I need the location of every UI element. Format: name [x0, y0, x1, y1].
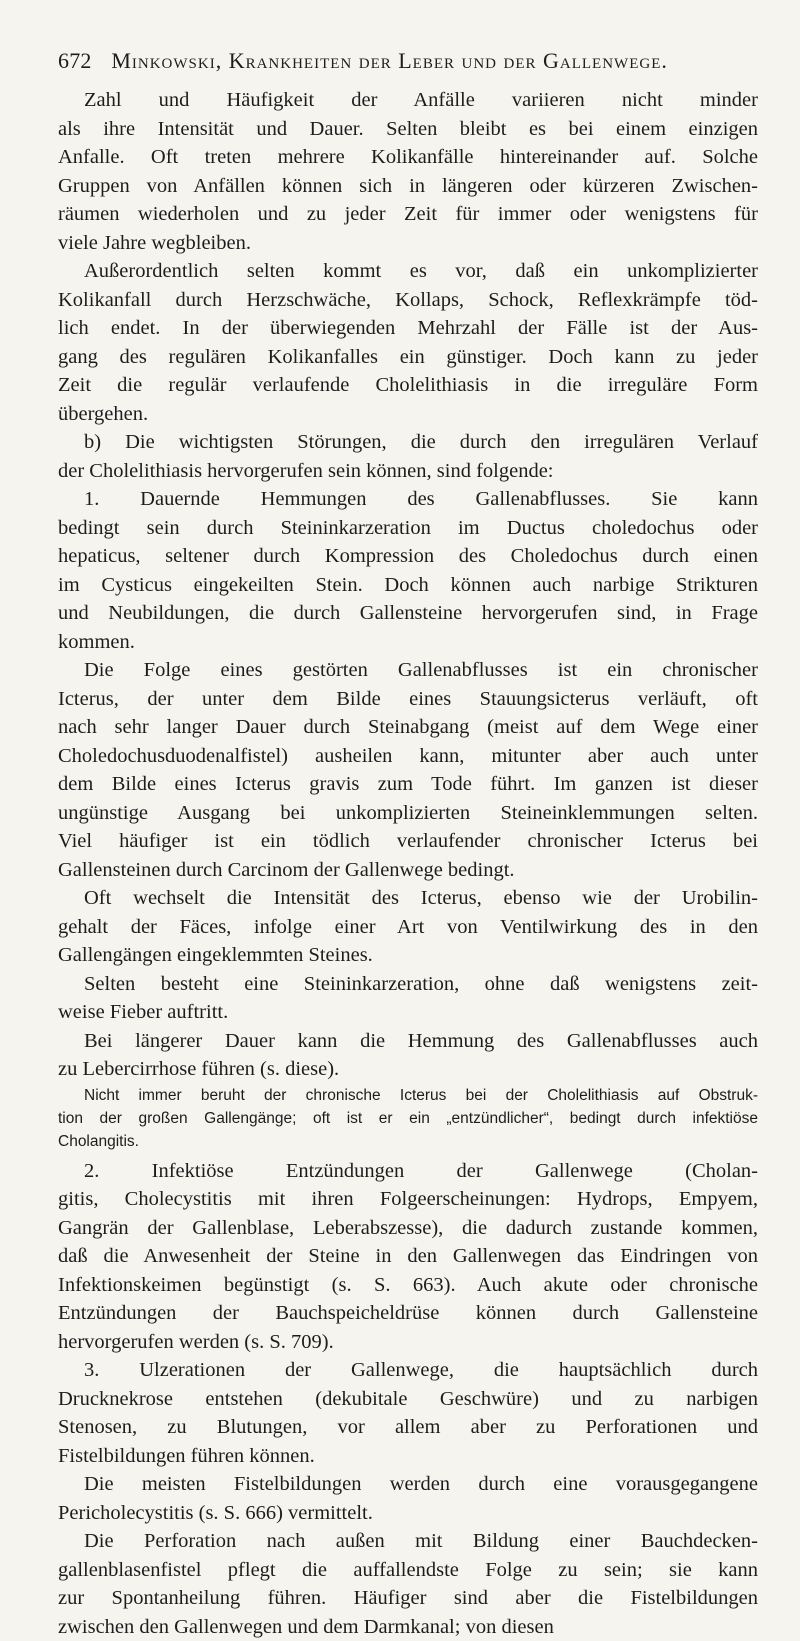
text-line: übergehen. — [58, 400, 758, 429]
text-line: ungünstige Ausgang bei unkomplizierten Steineinklemmungen selten. — [58, 799, 758, 828]
footnote-line: Cholangitis. — [58, 1130, 758, 1153]
footnote-line: Nicht immer beruht der chronische Icterus bei der Cholelithiasis auf Obstruk- — [58, 1084, 758, 1107]
text-line: hervorgerufen werden (s. S. 709). — [58, 1328, 758, 1357]
text-line: Gallensteinen durch Carcinom der Gallenwege bedingt. — [58, 856, 758, 885]
text-line: Außerordentlich selten kommt es vor, daß ein unkomplizierter — [58, 257, 758, 286]
text-line: Die meisten Fistelbildungen werden durch eine vorausgegangene — [58, 1470, 758, 1499]
text-line: Drucknekrose entstehen (dekubitale Geschwüre) und zu narbigen — [58, 1385, 758, 1414]
text-line: weise Fieber auftritt. — [58, 998, 758, 1027]
text-line: 3. Ulzerationen der Gallenwege, die hauptsächlich durch — [58, 1356, 758, 1385]
body-text — [58, 86, 758, 1641]
text-line: Pericholecystitis (s. S. 666) vermittelt. — [58, 1499, 758, 1528]
text-line: Die Folge eines gestörten Gallenabflusses ist ein chronischer — [58, 656, 758, 685]
text-line: bedingt sein durch Steininkarzeration im Ductus choledochus oder — [58, 514, 758, 543]
text-line: kommen. — [58, 628, 758, 657]
text-line: viele Jahre wegbleiben. — [58, 229, 758, 258]
text-line: zu Lebercirrhose führen (s. diese). — [58, 1055, 758, 1084]
text-line: gallenblasenfistel pflegt die auffallendste Folge zu sein; sie kann — [58, 1556, 758, 1585]
text-line: zur Spontanheilung führen. Häufiger sind aber die Fistelbildungen — [58, 1584, 758, 1613]
footnote-line: tion der großen Gallengänge; oft ist er ein „entzündlicher“, bedingt durch infektiöse — [58, 1107, 758, 1130]
text-line: b) Die wichtigsten Störungen, die durch den irregulären Verlauf — [58, 428, 758, 457]
text-line: Entzündungen der Bauchspeicheldrüse können durch Gallensteine — [58, 1299, 758, 1328]
text-line: Die Perforation nach außen mit Bildung einer Bauchdecken- — [58, 1527, 758, 1556]
text-line: räumen wiederholen und zu jeder Zeit für immer oder wenigstens für — [58, 200, 758, 229]
text-line: Zahl und Häufigkeit der Anfälle variieren nicht minder — [58, 86, 758, 115]
text-line: hepaticus, seltener durch Kompression des Choledochus durch einen — [58, 542, 758, 571]
text-line: dem Bilde eines Icterus gravis zum Tode führt. Im ganzen ist dieser — [58, 770, 758, 799]
text-line: daß die Anwesenheit der Steine in den Gallenwegen das Eindringen von — [58, 1242, 758, 1271]
text-line: und Neubildungen, die durch Gallensteine hervorgerufen sind, in Frage — [58, 599, 758, 628]
page-number: 672 — [58, 48, 92, 73]
text-line: zwischen den Gallenwegen und dem Darmkanal; von diesen — [58, 1613, 758, 1641]
text-line: Anfalle. Oft treten mehrere Kolikanfälle hintereinander auf. Solche — [58, 143, 758, 172]
text-line: Selten besteht eine Steininkarzeration, ohne daß wenigstens zeit- — [58, 970, 758, 999]
text-line: Stenosen, zu Blutungen, vor allem aber zu Perforationen und — [58, 1413, 758, 1442]
text-line: gehalt der Fäces, infolge einer Art von Ventilwirkung des in den — [58, 913, 758, 942]
text-line: Gruppen von Anfällen können sich in längeren oder kürzeren Zwischen- — [58, 172, 758, 201]
page-header — [58, 48, 758, 74]
text-line: gitis, Cholecystitis mit ihren Folgeerscheinungen: Hydrops, Empyem, — [58, 1185, 758, 1214]
running-title: Minkowski, Krankheiten der Leber und der Gallenwege. — [111, 48, 668, 73]
text-line: gang des regulären Kolikanfalles ein günstiger. Doch kann zu jeder — [58, 343, 758, 372]
text-line: der Cholelithiasis hervorgerufen sein können, sind folgende: — [58, 457, 758, 486]
text-line: Gallengängen eingeklemmten Steines. — [58, 941, 758, 970]
text-line: Fistelbildungen führen können. — [58, 1442, 758, 1471]
text-line: lich endet. In der überwiegenden Mehrzahl der Fälle ist der Aus- — [58, 314, 758, 343]
text-line: Oft wechselt die Intensität des Icterus, ebenso wie der Urobilin- — [58, 884, 758, 913]
text-line: Viel häufiger ist ein tödlich verlaufender chronischer Icterus bei — [58, 827, 758, 856]
text-line: Icterus, der unter dem Bilde eines Stauungsicterus verläuft, oft — [58, 685, 758, 714]
text-line: Infektionskeimen begünstigt (s. S. 663). Auch akute oder chronische — [58, 1271, 758, 1300]
text-line: nach sehr langer Dauer durch Steinabgang (meist auf dem Wege einer — [58, 713, 758, 742]
text-line: im Cysticus eingekeilten Stein. Doch können auch narbige Strikturen — [58, 571, 758, 600]
text-line: Kolikanfall durch Herzschwäche, Kollaps, Schock, Reflexkrämpfe töd- — [58, 286, 758, 315]
text-line: Choledochusduodenalfistel) ausheilen kann, mitunter aber auch unter — [58, 742, 758, 771]
text-line: 2. Infektiöse Entzündungen der Gallenwege (Cholan- — [58, 1157, 758, 1186]
text-line: Bei längerer Dauer kann die Hemmung des Gallenabflusses auch — [58, 1027, 758, 1056]
text-line: Gangrän der Gallenblase, Leberabszesse), die dadurch zustande kommen, — [58, 1214, 758, 1243]
text-line: als ihre Intensität und Dauer. Selten bleibt es bei einem einzigen — [58, 115, 758, 144]
text-line: Zeit die regulär verlaufende Cholelithiasis in die irreguläre Form — [58, 371, 758, 400]
text-line: 1. Dauernde Hemmungen des Gallenabflusses. Sie kann — [58, 485, 758, 514]
